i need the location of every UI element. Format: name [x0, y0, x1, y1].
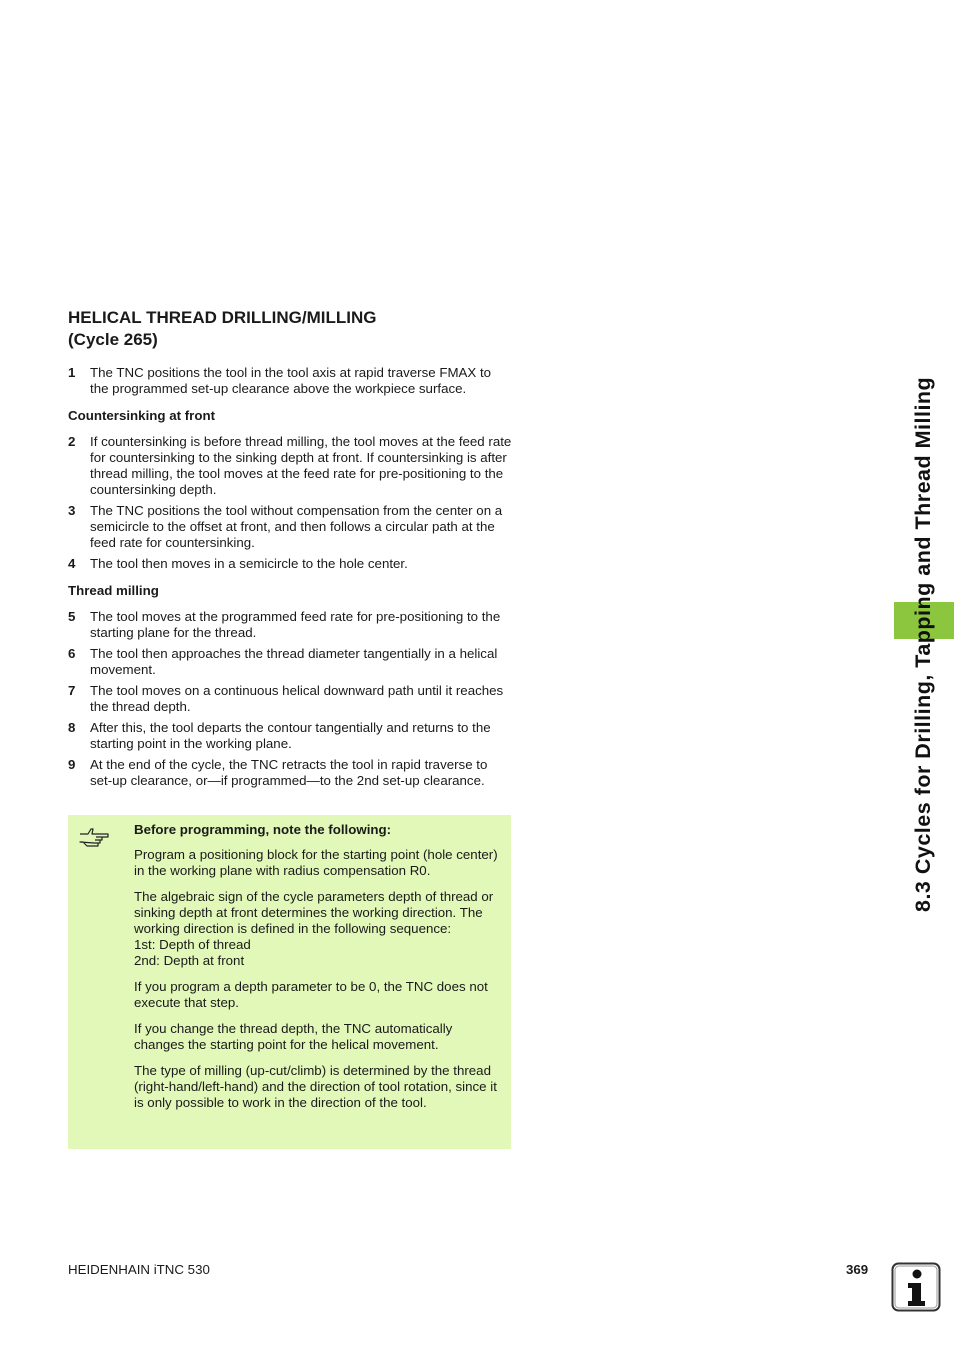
footer-product: HEIDENHAIN iTNC 530: [68, 1262, 210, 1277]
main-content: [68, 307, 512, 794]
step-text: The tool then approaches the thread diameter tangentially in a helical movement.: [90, 646, 498, 677]
step-text: The tool moves at the programmed feed rate for pre-positioning to the starting plane for the thread.: [90, 609, 501, 640]
step-item: [68, 720, 512, 752]
note-paragraph: [134, 889, 506, 969]
step-text: The tool then moves in a semicircle to the hole center.: [90, 556, 408, 571]
step-item: [68, 683, 512, 715]
step-item: [68, 646, 512, 678]
step-number: 2: [68, 434, 76, 449]
step-item: [68, 609, 512, 641]
step-number: 6: [68, 646, 76, 661]
step-number: 8: [68, 720, 76, 735]
subheading-thread-milling: Thread milling: [68, 583, 159, 598]
chapter-side-title: 8.3 Cycles for Drilling, Tapping and Thread Milling: [911, 376, 935, 912]
step-text: The tool moves on a continuous helical downward path until it reaches the thread depth.: [90, 683, 504, 714]
step-text: The TNC positions the tool without compensation from the center on a semicircle to the offset at front, and then follows a circular path at the feed rate for countersinking.: [90, 503, 503, 550]
note-content: [134, 822, 506, 1121]
note-paragraph-line: The algebraic sign of the cycle parameters depth of thread or sinking depth at front determines the working direction. The working direction is defined in the following sequence:: [134, 889, 494, 936]
note-paragraph-line: 2nd: Depth at front: [134, 953, 245, 968]
note-paragraph: Program a positioning block for the starting point (hole center) in the working plane with radius compensation R0.: [134, 847, 498, 878]
pointing-hand-icon: [78, 825, 110, 849]
step-number: 1: [68, 365, 76, 380]
step-number: 7: [68, 683, 76, 698]
step-number: 3: [68, 503, 76, 518]
info-icon: [891, 1262, 941, 1312]
section-title-line1: HELICAL THREAD DRILLING/MILLING: [68, 308, 377, 327]
subheading-countersinking: Countersinking at front: [68, 408, 215, 423]
note-title: Before programming, note the following:: [134, 822, 392, 837]
step-text: If countersinking is before thread milling, the tool moves at the feed rate for countersinking to the sinking depth at front. If countersinking is after thread milling, the tool moves at the feed rate for pre-positioning to the countersinking depth.: [90, 434, 512, 497]
section-title-line2: (Cycle 265): [68, 330, 158, 349]
note-paragraph-line: 1st: Depth of thread: [134, 937, 251, 952]
step-item: [68, 365, 512, 397]
page-number: 369: [846, 1262, 869, 1277]
section-heading: [68, 307, 512, 351]
step-text: At the end of the cycle, the TNC retracts the tool in rapid traverse to set-up clearance, or—if programmed—to the 2nd set-up clearance.: [90, 757, 488, 788]
note-paragraph: The type of milling (up-cut/climb) is determined by the thread (right-hand/left-hand) and the direction of tool rotation, since it is only possible to work in the direction of the tool.: [134, 1063, 497, 1110]
step-item: [68, 757, 512, 789]
note-paragraph: If you change the thread depth, the TNC automatically changes the starting point for the helical movement.: [134, 1021, 453, 1052]
step-number: 4: [68, 556, 76, 571]
step-number: 9: [68, 757, 76, 772]
step-item: [68, 556, 512, 572]
step-text: After this, the tool departs the contour tangentially and returns to the starting point in the working plane.: [90, 720, 491, 751]
note-paragraph: If you program a depth parameter to be 0, the TNC does not execute that step.: [134, 979, 488, 1010]
step-item: [68, 503, 512, 551]
step-text: The TNC positions the tool in the tool axis at rapid traverse FMAX to the programmed set-up clearance above the workpiece surface.: [90, 365, 492, 396]
step-number: 5: [68, 609, 76, 624]
step-item: [68, 434, 512, 498]
note-box: [68, 815, 511, 1149]
